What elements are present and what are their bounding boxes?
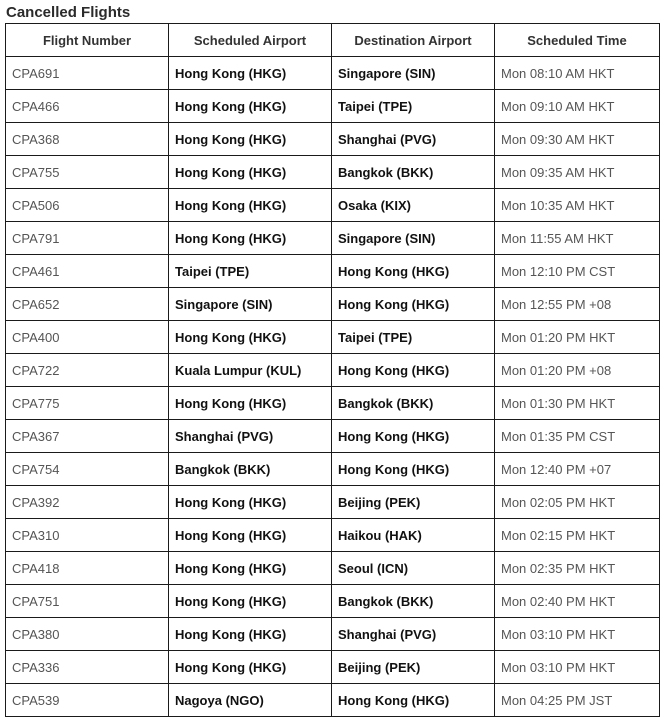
scheduled-time-cell: Mon 04:25 PM JST <box>495 684 660 717</box>
table-row <box>6 453 660 486</box>
flight-number-cell: CPA461 <box>6 255 169 288</box>
scheduled-airport-cell: Hong Kong (HKG) <box>169 585 332 618</box>
table-row <box>6 420 660 453</box>
destination-airport-cell: Beijing (PEK) <box>332 486 495 519</box>
destination-airport-cell: Beijing (PEK) <box>332 651 495 684</box>
table-header-row <box>6 24 660 57</box>
scheduled-time-cell: Mon 09:30 AM HKT <box>495 123 660 156</box>
header-flight-number: Flight Number <box>6 24 169 57</box>
destination-airport-cell: Bangkok (BKK) <box>332 387 495 420</box>
scheduled-airport-cell: Hong Kong (HKG) <box>169 486 332 519</box>
destination-airport-cell: Seoul (ICN) <box>332 552 495 585</box>
cancelled-flights-table <box>5 23 660 717</box>
table-row <box>6 288 660 321</box>
flight-number-cell: CPA775 <box>6 387 169 420</box>
table-body <box>6 57 660 717</box>
flight-number-cell: CPA722 <box>6 354 169 387</box>
scheduled-time-cell: Mon 11:55 AM HKT <box>495 222 660 255</box>
flight-number-cell: CPA368 <box>6 123 169 156</box>
flight-number-cell: CPA400 <box>6 321 169 354</box>
header-scheduled-airport: Scheduled Airport <box>169 24 332 57</box>
destination-airport-cell: Haikou (HAK) <box>332 519 495 552</box>
table-row <box>6 618 660 651</box>
table-row <box>6 354 660 387</box>
destination-airport-cell: Hong Kong (HKG) <box>332 354 495 387</box>
flight-number-cell: CPA506 <box>6 189 169 222</box>
table-row <box>6 552 660 585</box>
scheduled-time-cell: Mon 09:35 AM HKT <box>495 156 660 189</box>
table-row <box>6 255 660 288</box>
scheduled-time-cell: Mon 02:15 PM HKT <box>495 519 660 552</box>
scheduled-time-cell: Mon 10:35 AM HKT <box>495 189 660 222</box>
flight-number-cell: CPA310 <box>6 519 169 552</box>
scheduled-airport-cell: Hong Kong (HKG) <box>169 156 332 189</box>
scheduled-airport-cell: Taipei (TPE) <box>169 255 332 288</box>
scheduled-time-cell: Mon 12:10 PM CST <box>495 255 660 288</box>
scheduled-time-cell: Mon 08:10 AM HKT <box>495 57 660 90</box>
flight-number-cell: CPA539 <box>6 684 169 717</box>
scheduled-airport-cell: Hong Kong (HKG) <box>169 552 332 585</box>
destination-airport-cell: Hong Kong (HKG) <box>332 453 495 486</box>
destination-airport-cell: Taipei (TPE) <box>332 90 495 123</box>
destination-airport-cell: Hong Kong (HKG) <box>332 288 495 321</box>
scheduled-time-cell: Mon 01:20 PM +08 <box>495 354 660 387</box>
destination-airport-cell: Hong Kong (HKG) <box>332 255 495 288</box>
scheduled-time-cell: Mon 09:10 AM HKT <box>495 90 660 123</box>
scheduled-airport-cell: Hong Kong (HKG) <box>169 90 332 123</box>
scheduled-time-cell: Mon 02:35 PM HKT <box>495 552 660 585</box>
header-destination-airport: Destination Airport <box>332 24 495 57</box>
scheduled-time-cell: Mon 01:30 PM HKT <box>495 387 660 420</box>
scheduled-time-cell: Mon 12:40 PM +07 <box>495 453 660 486</box>
table-row <box>6 585 660 618</box>
scheduled-airport-cell: Hong Kong (HKG) <box>169 57 332 90</box>
flight-number-cell: CPA791 <box>6 222 169 255</box>
flight-number-cell: CPA336 <box>6 651 169 684</box>
scheduled-airport-cell: Bangkok (BKK) <box>169 453 332 486</box>
header-scheduled-time: Scheduled Time <box>495 24 660 57</box>
scheduled-airport-cell: Hong Kong (HKG) <box>169 321 332 354</box>
flight-number-cell: CPA380 <box>6 618 169 651</box>
destination-airport-cell: Bangkok (BKK) <box>332 585 495 618</box>
scheduled-time-cell: Mon 03:10 PM HKT <box>495 651 660 684</box>
table-row <box>6 684 660 717</box>
scheduled-time-cell: Mon 02:40 PM HKT <box>495 585 660 618</box>
scheduled-airport-cell: Hong Kong (HKG) <box>169 387 332 420</box>
scheduled-airport-cell: Hong Kong (HKG) <box>169 123 332 156</box>
scheduled-time-cell: Mon 03:10 PM HKT <box>495 618 660 651</box>
scheduled-airport-cell: Kuala Lumpur (KUL) <box>169 354 332 387</box>
flight-number-cell: CPA755 <box>6 156 169 189</box>
scheduled-time-cell: Mon 02:05 PM HKT <box>495 486 660 519</box>
destination-airport-cell: Shanghai (PVG) <box>332 618 495 651</box>
flight-number-cell: CPA751 <box>6 585 169 618</box>
destination-airport-cell: Hong Kong (HKG) <box>332 684 495 717</box>
flight-number-cell: CPA691 <box>6 57 169 90</box>
scheduled-airport-cell: Hong Kong (HKG) <box>169 618 332 651</box>
scheduled-time-cell: Mon 12:55 PM +08 <box>495 288 660 321</box>
table-row <box>6 321 660 354</box>
scheduled-airport-cell: Hong Kong (HKG) <box>169 189 332 222</box>
flight-number-cell: CPA418 <box>6 552 169 585</box>
table-row <box>6 90 660 123</box>
table-row <box>6 387 660 420</box>
flight-number-cell: CPA367 <box>6 420 169 453</box>
flight-number-cell: CPA466 <box>6 90 169 123</box>
flight-number-cell: CPA754 <box>6 453 169 486</box>
table-row <box>6 651 660 684</box>
scheduled-time-cell: Mon 01:20 PM HKT <box>495 321 660 354</box>
scheduled-airport-cell: Nagoya (NGO) <box>169 684 332 717</box>
scheduled-airport-cell: Singapore (SIN) <box>169 288 332 321</box>
destination-airport-cell: Shanghai (PVG) <box>332 123 495 156</box>
scheduled-airport-cell: Hong Kong (HKG) <box>169 519 332 552</box>
scheduled-airport-cell: Shanghai (PVG) <box>169 420 332 453</box>
table-row <box>6 189 660 222</box>
scheduled-time-cell: Mon 01:35 PM CST <box>495 420 660 453</box>
page-title: Cancelled Flights <box>6 4 131 21</box>
destination-airport-cell: Hong Kong (HKG) <box>332 420 495 453</box>
destination-airport-cell: Osaka (KIX) <box>332 189 495 222</box>
table-row <box>6 519 660 552</box>
flight-number-cell: CPA652 <box>6 288 169 321</box>
destination-airport-cell: Singapore (SIN) <box>332 57 495 90</box>
scheduled-airport-cell: Hong Kong (HKG) <box>169 651 332 684</box>
table-row <box>6 486 660 519</box>
table-row <box>6 222 660 255</box>
destination-airport-cell: Bangkok (BKK) <box>332 156 495 189</box>
table-row <box>6 123 660 156</box>
table-row <box>6 57 660 90</box>
destination-airport-cell: Taipei (TPE) <box>332 321 495 354</box>
table-row <box>6 156 660 189</box>
destination-airport-cell: Singapore (SIN) <box>332 222 495 255</box>
flight-number-cell: CPA392 <box>6 486 169 519</box>
scheduled-airport-cell: Hong Kong (HKG) <box>169 222 332 255</box>
